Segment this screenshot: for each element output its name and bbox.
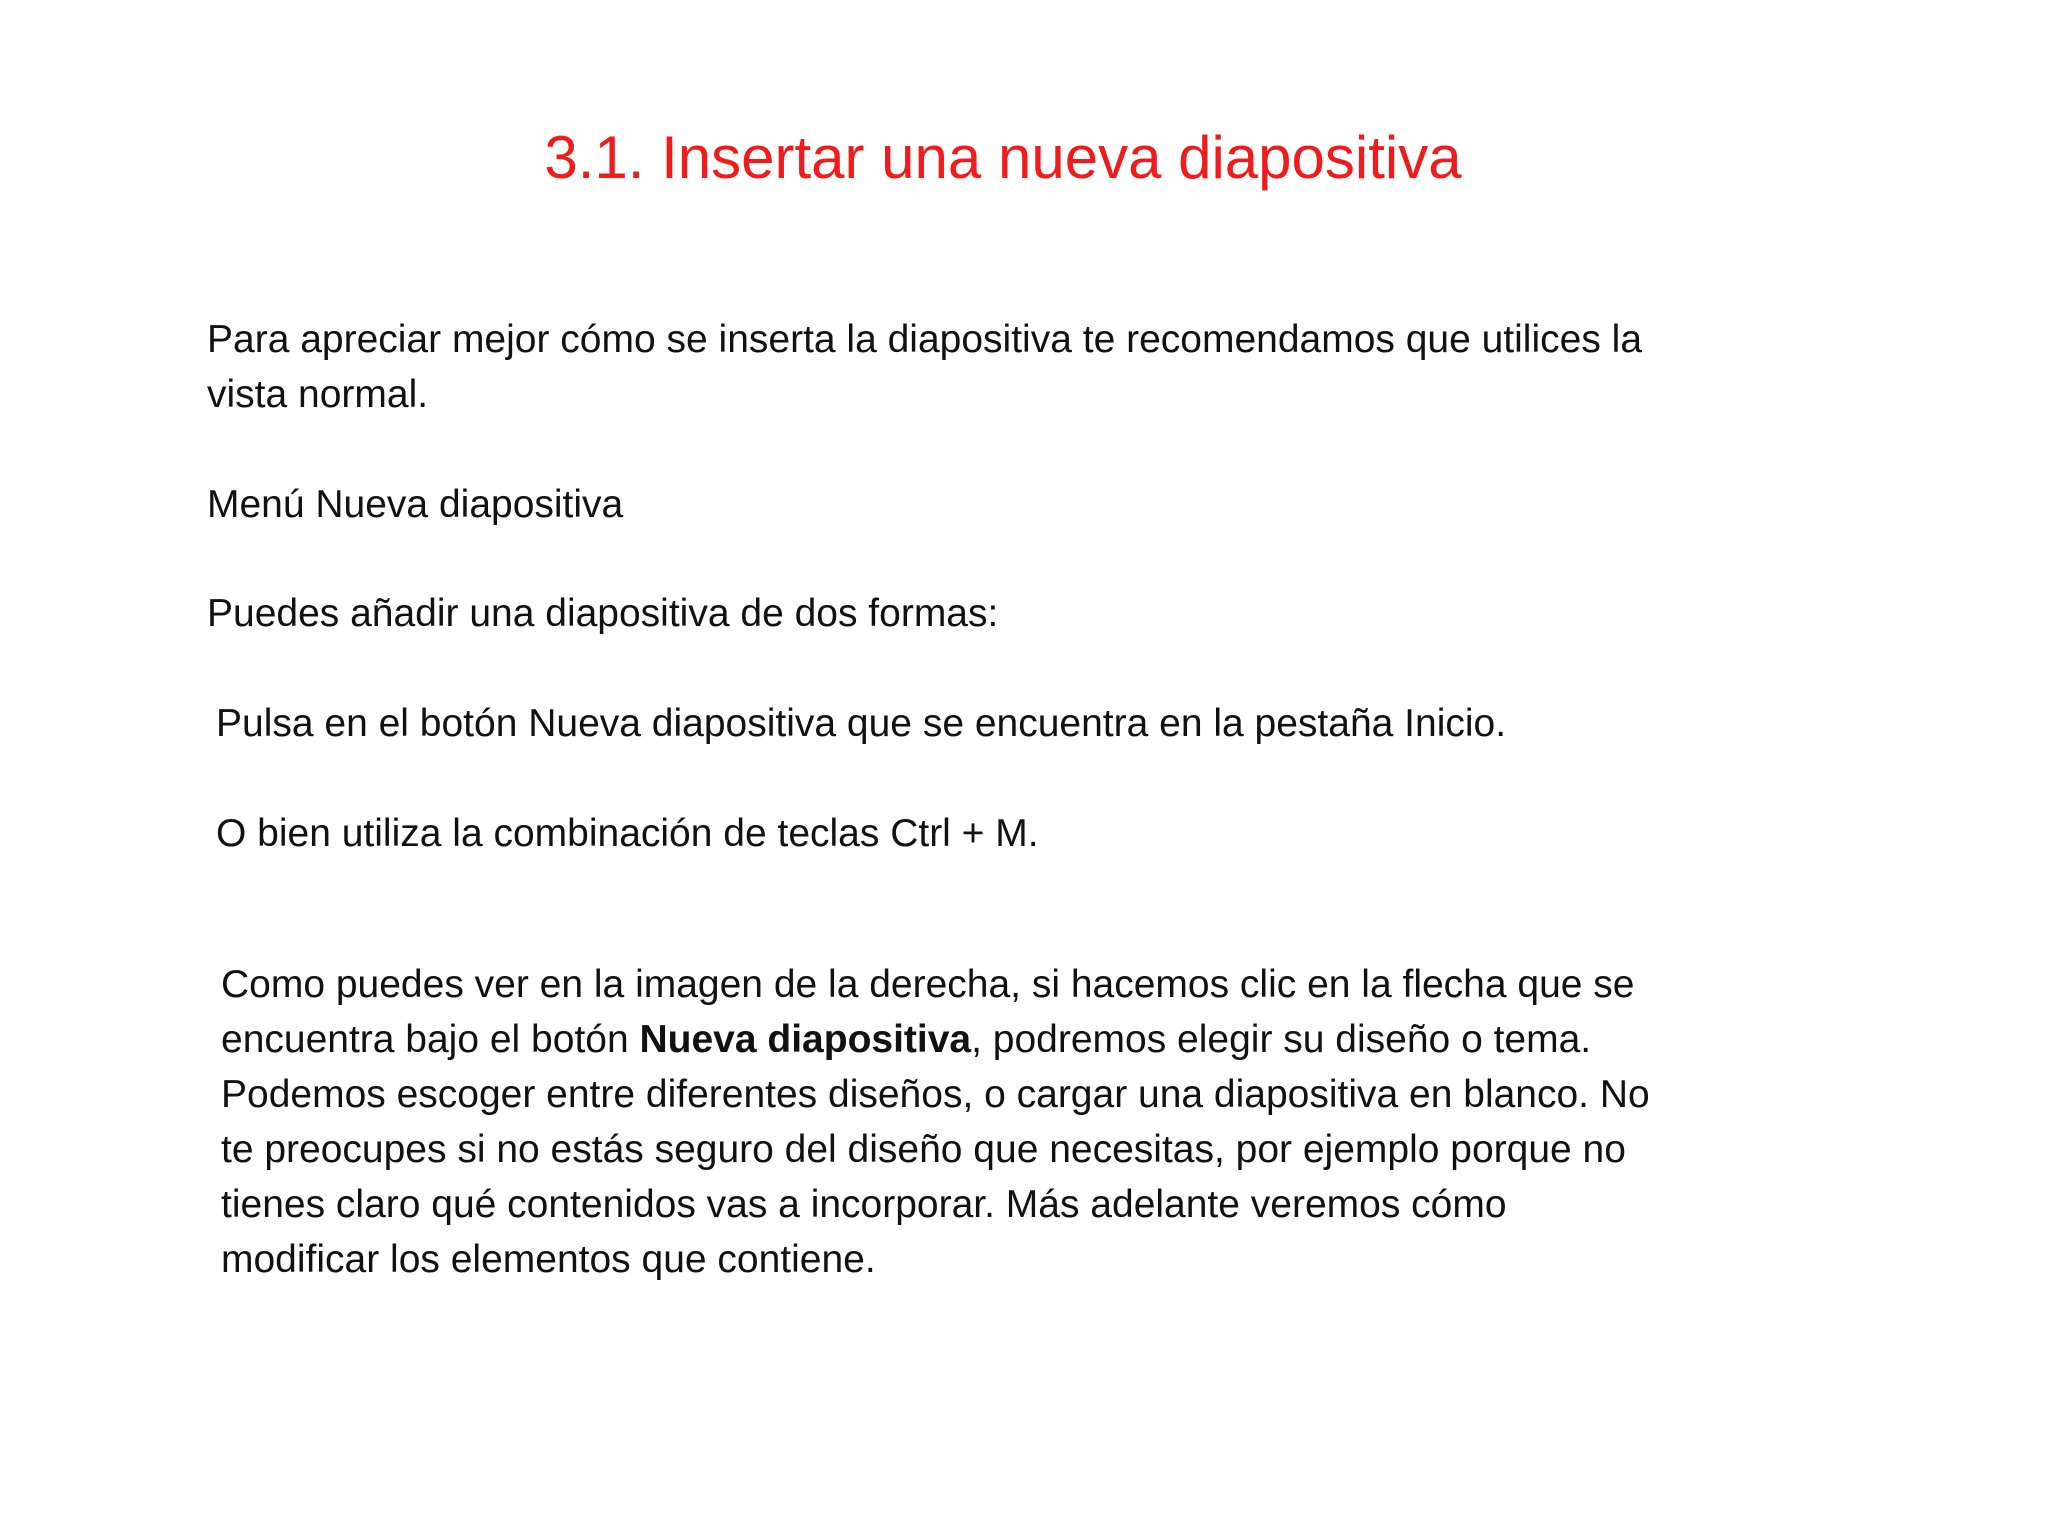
body-line-4: te preocupes si no estás seguro del diseño que necesitas, por ejemplo porque no [221, 1128, 1626, 1171]
intro-line-1: Para apreciar mejor cómo se inserta la diapositiva te recomendamos que utilices la [207, 318, 1643, 361]
intro-paragraph [207, 312, 1642, 422]
body-line-2-after: , podremos elegir su diseño o tema. [971, 1018, 1592, 1061]
ways-text: Puedes añadir una diapositiva de dos formas: [207, 592, 999, 635]
body-line-2 [221, 1012, 1650, 1067]
body-line-1: Como puedes ver en la imagen de la derecha, si hacemos clic en la flecha que se [221, 963, 1635, 1006]
option-2-text: O bien utiliza la combinación de teclas Ctrl + M. [216, 812, 1039, 855]
slide-title: 3.1. Insertar una nueva diapositiva [544, 124, 1462, 191]
body-line-2-before: encuentra bajo el botón [221, 1018, 640, 1061]
menu-label: Menú Nueva diapositiva [207, 483, 624, 526]
body-line-6: modificar los elementos que contiene. [221, 1238, 876, 1281]
body-line-2-bold: Nueva diapositiva [639, 1018, 972, 1061]
body-line-5: tienes claro qué contenidos vas a incorporar. Más adelante veremos cómo [221, 1183, 1507, 1226]
intro-line-2: vista normal. [207, 373, 429, 416]
body-line-3: Podemos escoger entre diferentes diseños, o cargar una diapositiva en blanco. No [221, 1073, 1650, 1116]
body-paragraph [221, 957, 1650, 1287]
option-1-text: Pulsa en el botón Nueva diapositiva que se encuentra en la pestaña Inicio. [216, 702, 1507, 745]
